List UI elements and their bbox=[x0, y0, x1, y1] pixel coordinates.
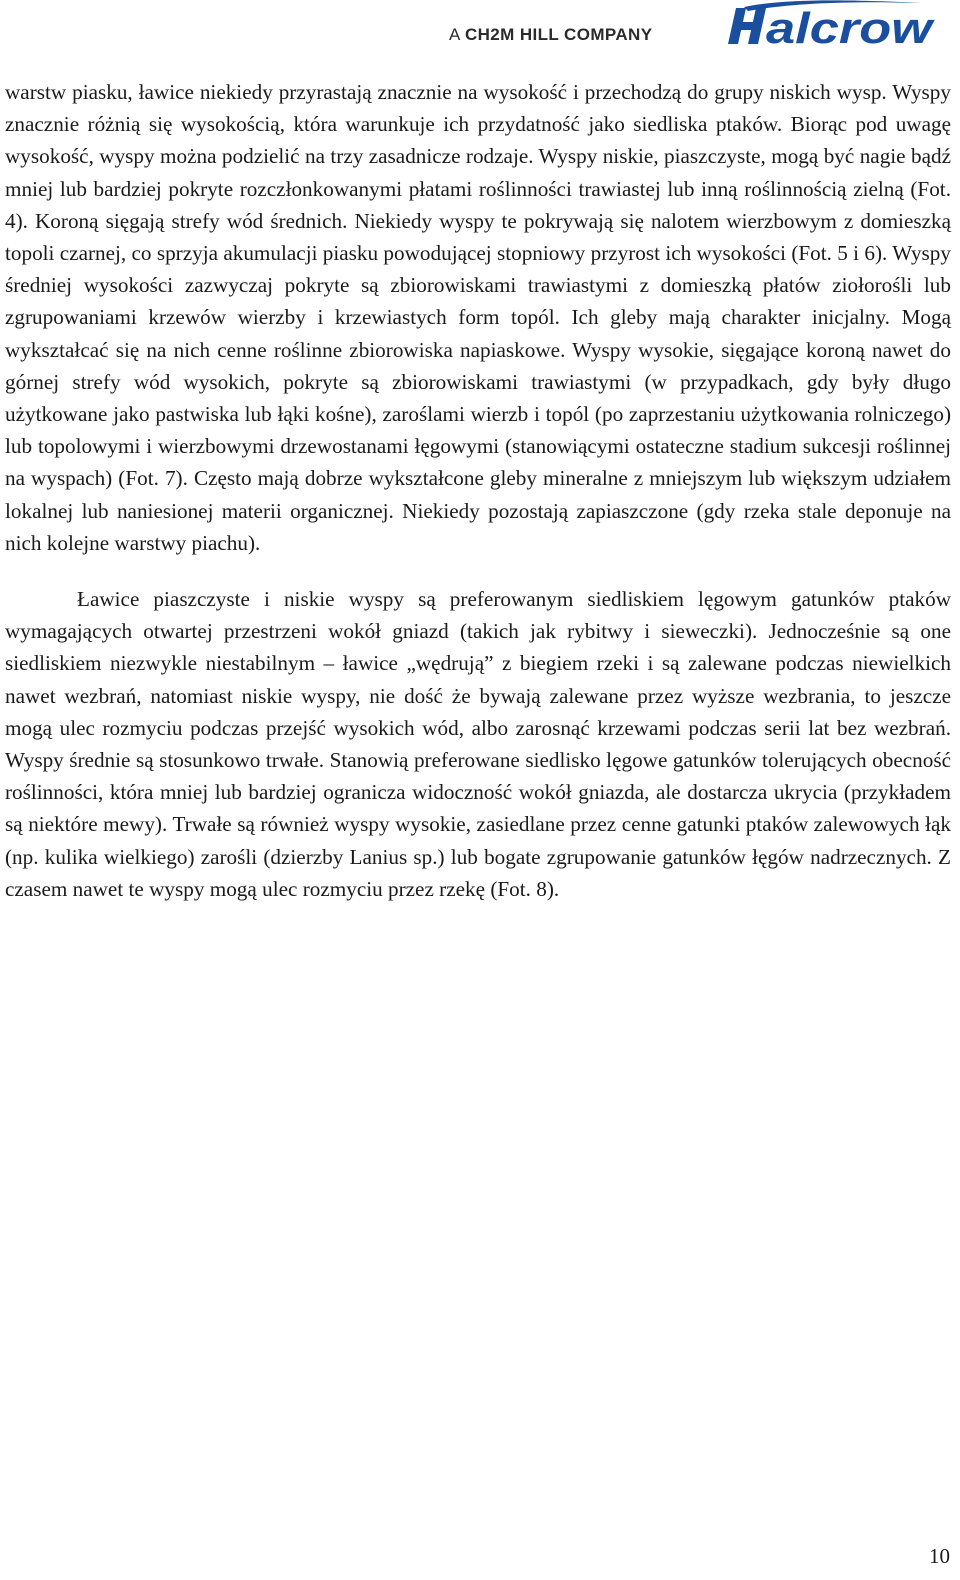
page-number: 10 bbox=[929, 1544, 950, 1568]
page-header bbox=[0, 0, 960, 60]
body-text bbox=[5, 76, 951, 905]
logo-h-bar bbox=[733, 22, 762, 30]
logo-wordmark: alcrow bbox=[766, 4, 936, 48]
tagline-prefix: A bbox=[449, 25, 460, 44]
halcrow-logo bbox=[722, 0, 936, 48]
tagline-brand: CH2M HILL COMPANY bbox=[464, 25, 653, 44]
paragraph-2: Ławice piaszczyste i niskie wyspy są preferowanym siedliskiem lęgowym gatunków ptaków wymagających otwartej przestrzeni wokół gniazd (takich jak rybitwy i sieweczki). Jednocześnie są one siedliskiem niezwykle niestabilnym – ławice „wędrują” z biegiem rzeki i są zalewane podczas niewielkich nawet wezbrań, natomiast niskie wyspy, nie dość że bywają zalewane przez wyższe wezbrania, to jeszcze mogą ulec rozmyciu podczas przejść wysokich wód, albo zarosnąć krzewami podczas serii lat bez wezbrań. Wyspy średnie są stosunkowo trwałe. Stanowią preferowane siedlisko lęgowe gatunków tolerujących obecność roślinności, która mniej lub bardziej ogranicza widoczność wokół gniazda, ale dostarcza ukrycia (przykładem są niektóre mewy). Trwałe są również wyspy wysokie, zasiedlane przez cenne gatunki ptaków zalewowych łąk (np. kulika wielkiego) zarośli (dzierzby Lanius sp.) lub bogate zgrupowanie gatunków łęgów nadrzecznych. Z czasem nawet te wyspy mogą ulec rozmyciu przez rzekę (Fot. 8). bbox=[5, 587, 951, 901]
paragraph-1: warstw piasku, ławice niekiedy przyrastają znacznie na wysokość i przechodzą do grupy niskich wysp. Wyspy znacznie różnią się wysokością, która warunkuje ich przydatność jako siedliska ptaków. Biorąc pod uwagę wysokość, wyspy można podzielić na trzy zasadnicze rodzaje. Wyspy niskie, piaszczyste, mogą być nagie bądź mniej lub bardziej pokryte rozczłonkowanymi płatami roślinności trawiastej lub inną roślinnością zielną (Fot. 4). Koroną sięgają strefy wód średnich. Niekiedy wyspy te pokrywają się nalotem wierzbowym z domieszką topoli czarnej, co sprzyja akumulacji piasku powodującej stopniowy przyrost ich wysokości (Fot. 5 i 6). Wyspy średniej wysokości zazwyczaj pokryte są zbiorowiskami trawiastymi z domieszką płatów ziołorośli lub zgrupowaniami krzewów wierzby i krzewiastych form topól. Ich gleby mają charakter inicjalny. Mogą wykształcać się na nich cenne roślinne zbiorowiska napiaskowe. Wyspy wysokie, sięgające koroną nawet do górnej strefy wód wysokich, pokryte są zbiorowiskami trawiastymi (w przypadkach, gdy były długo użytkowane jako pastwiska lub łąki kośne), zaroślami wierzb i topól (po zaprzestaniu użytkowania rolniczego) lub topolowymi i wierzbowymi drzewostanami łęgowymi (stanowiącymi ostateczne stadium sukcesji roślinnej na wyspach) (Fot. 7). Często mają dobrze wykształcone gleby mineralne z mniejszym lub większym udziałem lokalnej lub naniesionej materii organicznej. Niekiedy pozostają zapiaszczone (gdy rzeka stale deponuje na nich kolejne warstwy piachu). bbox=[5, 80, 951, 555]
company-tagline bbox=[449, 25, 652, 45]
